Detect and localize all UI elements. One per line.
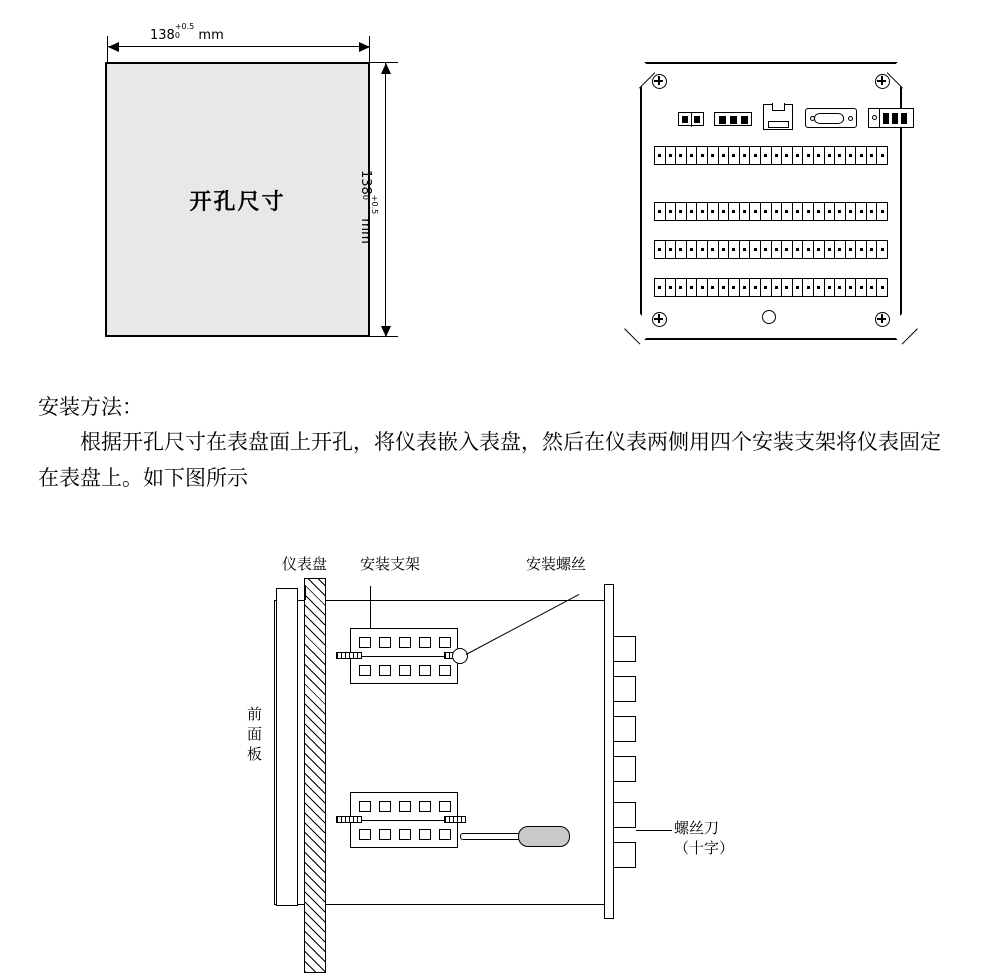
dimension-right-tolerance	[361, 195, 379, 214]
dimension-top-tolerance	[175, 22, 194, 40]
callout-screw: 安装螺丝	[526, 555, 587, 573]
connector-3pin-icon	[714, 112, 752, 126]
callout-front-panel: 前面板	[246, 705, 262, 763]
dimension-top-unit: mm	[198, 28, 224, 43]
bracket-screw-shaft-left	[336, 816, 362, 823]
callout-screwdriver	[674, 818, 734, 858]
bracket-hole-row-top	[359, 637, 451, 648]
mounting-bracket-upper	[350, 628, 458, 684]
arrow-up-icon	[381, 63, 391, 74]
rear-fin	[614, 756, 636, 782]
mounting-bracket-lower	[350, 792, 458, 848]
arrow-down-icon	[381, 326, 391, 337]
arrow-right-icon	[359, 42, 370, 52]
dimension-line-right	[385, 62, 386, 337]
screw-icon	[652, 74, 667, 89]
terminal-strip-row-3	[654, 240, 888, 259]
callout-screwdriver-line2: （十字）	[674, 839, 735, 857]
instructions-title: 安装方法：	[38, 395, 143, 419]
callout-panel: 仪表盘	[282, 555, 328, 573]
panel-board-hatched	[304, 578, 326, 973]
rear-fin	[614, 676, 636, 702]
dimension-right-unit: mm	[358, 218, 373, 244]
dimension-right-text	[358, 170, 379, 244]
bracket-midline	[359, 820, 451, 821]
dimension-top-text	[150, 22, 224, 43]
connector-4pin-icon	[868, 108, 914, 128]
rear-panel-figure	[640, 62, 902, 340]
installation-figure	[230, 540, 790, 960]
dimension-line-top	[108, 46, 370, 47]
bracket-hole-row-bottom	[359, 665, 451, 676]
leader-line-bracket	[370, 586, 371, 628]
db9-port-icon	[805, 108, 857, 128]
bracket-hole-row-top	[359, 801, 451, 812]
bracket-screw-shaft-left	[336, 652, 362, 659]
cutout-dimension-figure	[0, 0, 430, 370]
bracket-inner	[359, 801, 451, 841]
dimension-top-tol-lower: 0	[174, 31, 180, 40]
bracket-midline	[359, 656, 451, 657]
bracket-inner	[359, 637, 451, 677]
screw-icon	[875, 74, 890, 89]
connector-2pin-icon	[678, 112, 704, 126]
cutout-label: 开孔尺寸	[189, 190, 286, 215]
terminal-strip-row-1	[654, 146, 888, 165]
meter-rear-wall	[604, 584, 614, 919]
rear-fin	[614, 842, 636, 868]
rj45-port-icon	[763, 104, 793, 130]
rear-fin	[614, 802, 636, 828]
mounting-screw-head	[452, 648, 468, 664]
ground-hole-icon	[762, 310, 776, 324]
screw-icon	[875, 312, 890, 327]
rear-fin	[614, 636, 636, 662]
terminal-strip-row-4	[654, 278, 888, 297]
arrow-left-icon	[108, 42, 119, 52]
dimension-top-tol-upper: +0.5	[174, 22, 195, 31]
dimension-top-value: 138	[150, 28, 175, 43]
bracket-hole-row-bottom	[359, 829, 451, 840]
dimension-right-tol-lower: 0	[361, 194, 370, 200]
dimension-right-value: 138	[358, 170, 373, 195]
callout-screwdriver-line1: 螺丝刀	[674, 819, 720, 837]
leader-line-screwdriver	[636, 830, 672, 831]
rear-fin	[614, 716, 636, 742]
front-panel-bar	[276, 588, 298, 906]
dimension-right-tol-upper: +0.5	[370, 194, 379, 215]
screw-icon	[652, 312, 667, 327]
terminal-strip-row-2	[654, 202, 888, 221]
instructions-block	[38, 390, 948, 496]
leader-line-panel	[305, 586, 306, 600]
screwdriver-handle	[518, 826, 570, 847]
callout-bracket: 安装支架	[360, 555, 421, 573]
instructions-paragraph: 根据开孔尺寸在表盘面上开孔，将仪表嵌入表盘，然后在仪表两侧用四个安装支架将仪表固定在表盘上。如下图所示	[38, 430, 941, 490]
bracket-screw-shaft-right	[444, 816, 466, 823]
